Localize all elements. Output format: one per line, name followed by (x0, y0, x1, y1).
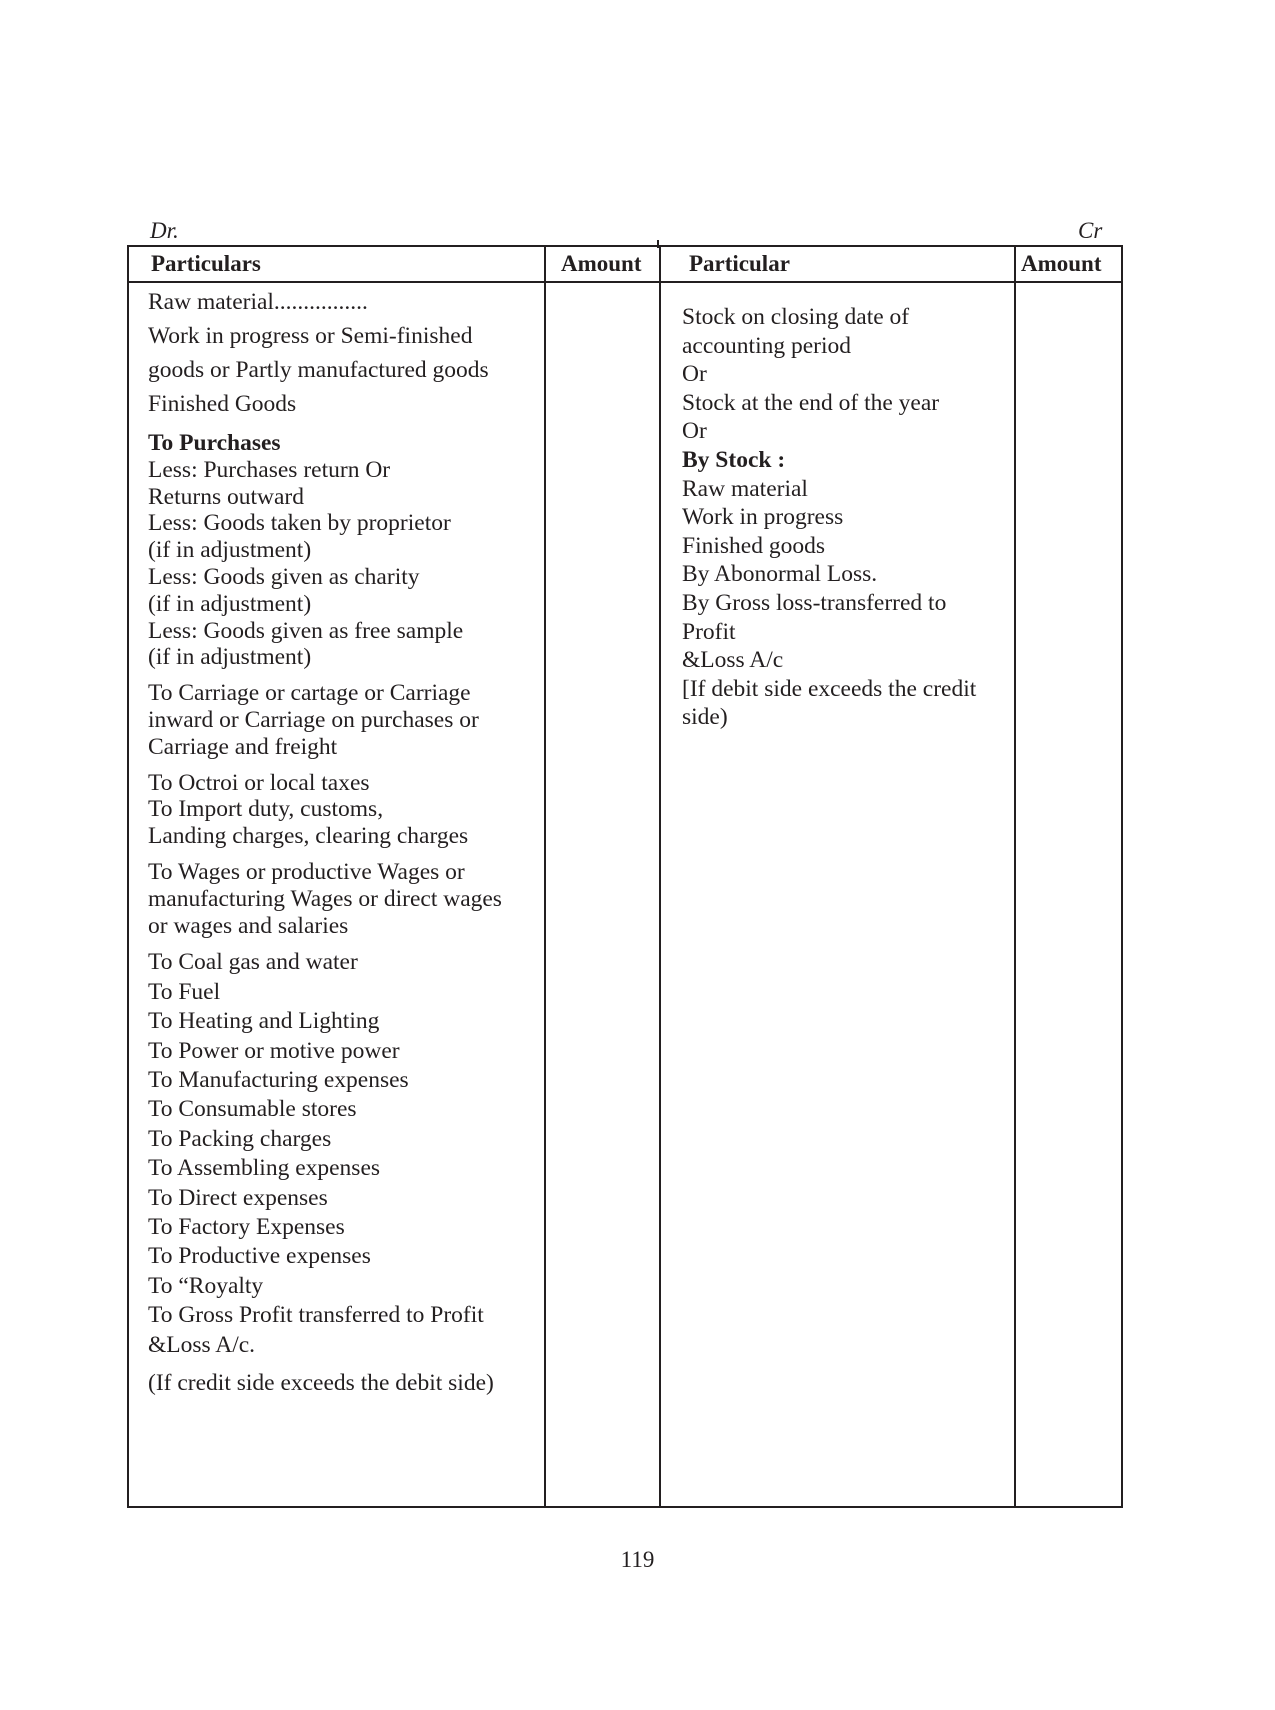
header-particulars: Particulars (151, 251, 261, 276)
debit-entry-group (148, 680, 538, 760)
debit-line: Less: Goods taken by proprietor (148, 510, 451, 537)
debit-line: Returns outward (148, 483, 304, 510)
debit-line: (if in adjustment) (148, 537, 312, 564)
debit-line: To Manufacturing expenses (148, 1066, 409, 1093)
debit-entry-group (148, 1369, 538, 1398)
debit-line: To Heating and Lighting (148, 1008, 380, 1035)
debit-line: manufacturing Wages or direct wages (148, 885, 502, 912)
debit-line: Less: Purchases return Or (148, 456, 391, 483)
column-divider (1014, 247, 1016, 1506)
debit-entry-group (148, 948, 538, 1360)
credit-line: Stock at the end of the year (682, 389, 940, 416)
debit-line: Less: Goods given as free sample (148, 617, 464, 644)
column-divider (659, 247, 661, 1506)
trading-account-table (127, 245, 1123, 1508)
credit-line: Finished goods (682, 532, 825, 559)
header-amount-debit: Amount (561, 251, 642, 276)
column-divider (544, 247, 546, 1506)
debit-particulars (148, 285, 538, 1407)
credit-line: accounting period (682, 332, 852, 359)
debit-line: To Import duty, customs, (148, 796, 384, 823)
debit-line: To Wages or productive Wages or (148, 858, 465, 885)
credit-line: [If debit side exceeds the credit (682, 675, 977, 702)
debit-line: To Packing charges (148, 1125, 332, 1152)
debit-line: Landing charges, clearing charges (148, 823, 469, 850)
header-amount-credit: Amount (1021, 251, 1102, 276)
debit-line: To “Royalty (148, 1272, 264, 1299)
credit-line: &Loss A/c (682, 647, 784, 674)
debit-entry-group (148, 770, 538, 850)
debit-line: To Purchases (148, 430, 281, 456)
debit-line: (if in adjustment) (148, 590, 312, 617)
debit-line: inward or Carriage on purchases or (148, 706, 479, 733)
credit-line: Or (682, 361, 707, 388)
debit-line: (If credit side exceeds the debit side) (148, 1370, 494, 1397)
credit-marker: Cr (1078, 218, 1103, 243)
debit-line: To Direct expenses (148, 1184, 328, 1211)
debit-line: or wages and salaries (148, 912, 349, 939)
debit-line: To Gross Profit transferred to Profit (148, 1302, 484, 1329)
debit-entry-group (148, 285, 538, 421)
debit-line: goods or Partly manufactured goods (148, 357, 489, 383)
debit-line: (if in adjustment) (148, 644, 312, 671)
debit-line: To Octroi or local taxes (148, 769, 370, 796)
header-divider (129, 281, 1121, 283)
credit-particulars (682, 303, 1012, 732)
debit-line: Work in progress or Semi-finished (148, 323, 473, 349)
debit-entry-group (148, 859, 538, 939)
credit-line: By Gross loss-transferred to (682, 589, 947, 616)
debit-line: To Productive expenses (148, 1243, 371, 1270)
debit-marker: Dr. (150, 218, 179, 243)
debit-line: To Carriage or cartage or Carriage (148, 680, 471, 707)
page-number: 119 (620, 1547, 655, 1572)
debit-line: &Loss A/c. (148, 1331, 256, 1358)
credit-line: Or (682, 418, 707, 445)
debit-line: To Coal gas and water (148, 949, 358, 976)
credit-line: By Stock : (682, 446, 786, 473)
debit-line: Raw material................ (148, 289, 368, 315)
debit-line: Less: Goods given as charity (148, 563, 420, 590)
credit-line: side) (682, 704, 728, 731)
debit-line: Carriage and freight (148, 733, 338, 760)
credit-line: Work in progress (682, 504, 844, 531)
debit-line: To Assembling expenses (148, 1155, 381, 1182)
credit-line: Profit (682, 618, 736, 645)
debit-line: To Fuel (148, 978, 221, 1005)
debit-line: To Power or motive power (148, 1037, 400, 1064)
debit-line: Finished Goods (148, 391, 297, 417)
credit-line: By Abonormal Loss. (682, 561, 878, 588)
debit-line: To Consumable stores (148, 1096, 357, 1123)
credit-line: Raw material (682, 475, 808, 502)
debit-line: To Factory Expenses (148, 1214, 345, 1240)
credit-line: Stock on closing date of (682, 304, 910, 330)
header-particular-credit: Particular (689, 251, 790, 276)
debit-entry-group (148, 430, 538, 671)
